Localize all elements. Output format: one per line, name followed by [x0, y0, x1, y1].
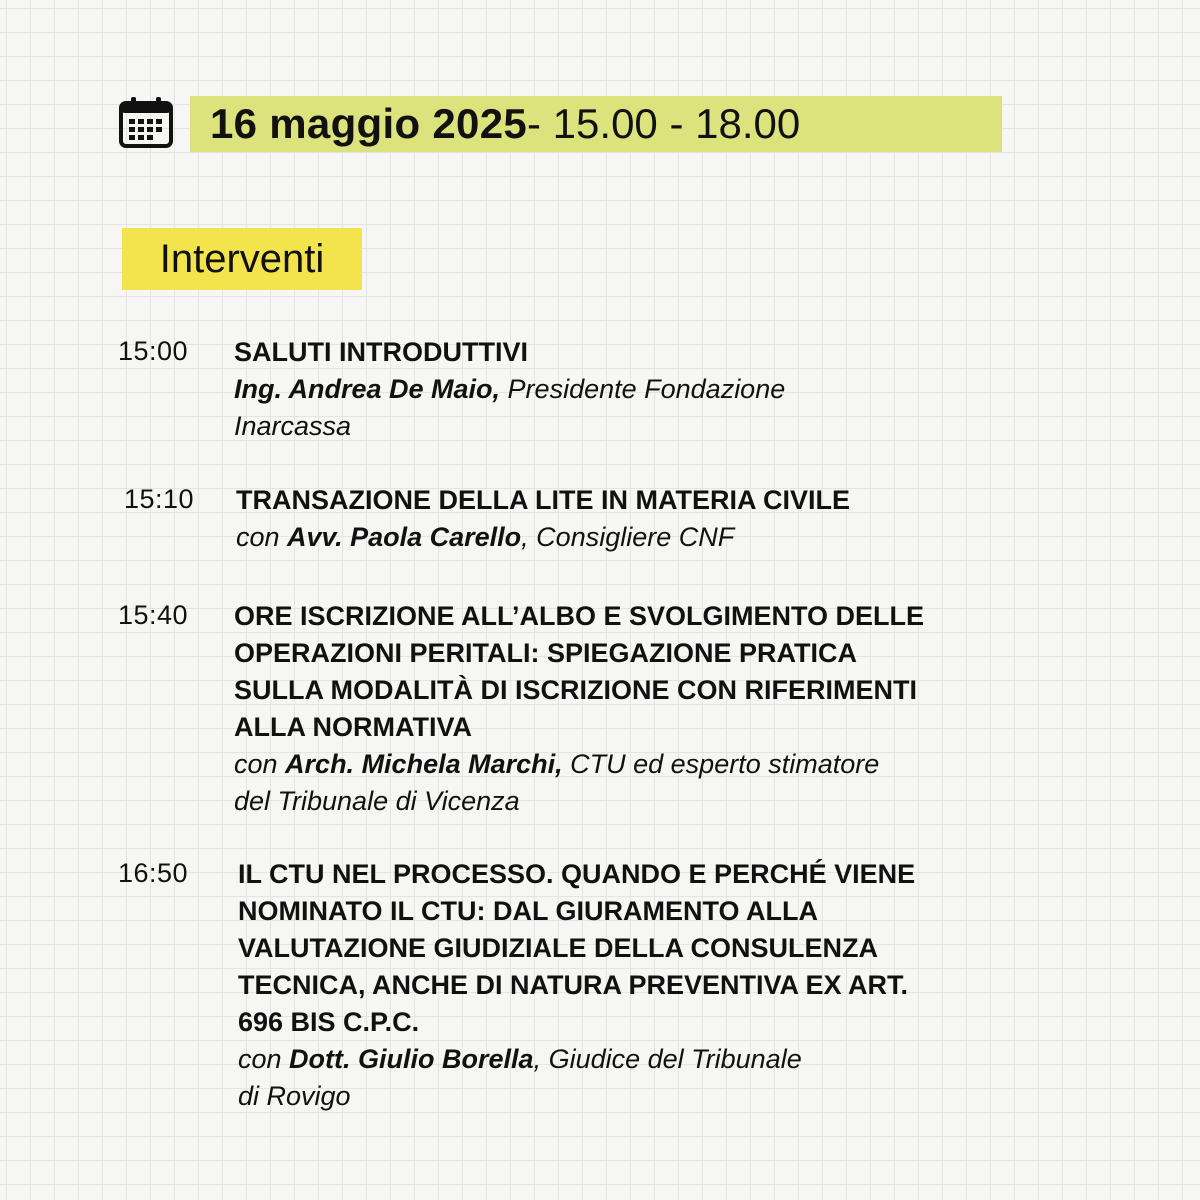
speaker-role-cont: Inarcassa [234, 411, 352, 441]
item-time: 15:10 [124, 484, 195, 514]
speaker-role: Presidente Fondazione [500, 374, 786, 404]
speaker-role-cont: del Tribunale di Vicenza [234, 786, 520, 816]
item-title-line: NOMINATO IL CTU: DAL GIURAMENTO ALLA [238, 896, 818, 926]
speaker-role: , Consigliere CNF [521, 522, 735, 552]
item-speaker-line [234, 746, 924, 783]
item-title: SALUTI INTRODUTTIVI [234, 337, 528, 367]
item-title-line: IL CTU NEL PROCESSO. QUANDO E PERCHÉ VIENE [238, 859, 916, 889]
speaker-name: Ing. Andrea De Maio, [234, 374, 501, 404]
item-time: 16:50 [118, 858, 189, 888]
item-speaker-line [234, 371, 785, 408]
item-speaker-line [238, 1041, 915, 1078]
item-time: 15:40 [118, 600, 189, 630]
speaker-role: , Giudice del Tribunale [533, 1044, 802, 1074]
item-title-line: SULLA MODALITÀ DI ISCRIZIONE CON RIFERIMENTI [234, 675, 917, 705]
speaker-prefix: con [234, 749, 286, 779]
item-title-line: ALLA NORMATIVA [234, 712, 472, 742]
speaker-name: Avv. Paola Carello [287, 522, 522, 552]
speaker-prefix: con [236, 522, 288, 552]
section-title: Interventi [122, 228, 362, 290]
calendar-icon [118, 95, 174, 149]
item-title-line: TECNICA, ANCHE DI NATURA PREVENTIVA EX ART. [238, 970, 909, 1000]
date-banner [190, 96, 1002, 152]
item-speaker-line [236, 519, 850, 556]
item-time: 15:00 [118, 336, 189, 366]
item-title-line: ORE ISCRIZIONE ALL’ALBO E SVOLGIMENTO DELLE [234, 601, 925, 631]
item-title-line: VALUTAZIONE GIUDIZIALE DELLA CONSULENZA [238, 933, 878, 963]
speaker-role-cont: di Rovigo [238, 1081, 351, 1111]
event-time-range: - 15.00 - 18.00 [527, 100, 801, 147]
event-date: 16 maggio 2025 [210, 100, 528, 147]
speaker-name: Arch. Michela Marchi, [285, 749, 563, 779]
item-title: TRANSAZIONE DELLA LITE IN MATERIA CIVILE [236, 485, 850, 515]
item-title-line: OPERAZIONI PERITALI: SPIEGAZIONE PRATICA [234, 638, 858, 668]
speaker-prefix: con [238, 1044, 290, 1074]
speaker-name: Dott. Giulio Borella [289, 1044, 534, 1074]
item-title-line: 696 BIS C.P.C. [238, 1007, 420, 1037]
speaker-role: CTU ed esperto stimatore [562, 749, 880, 779]
